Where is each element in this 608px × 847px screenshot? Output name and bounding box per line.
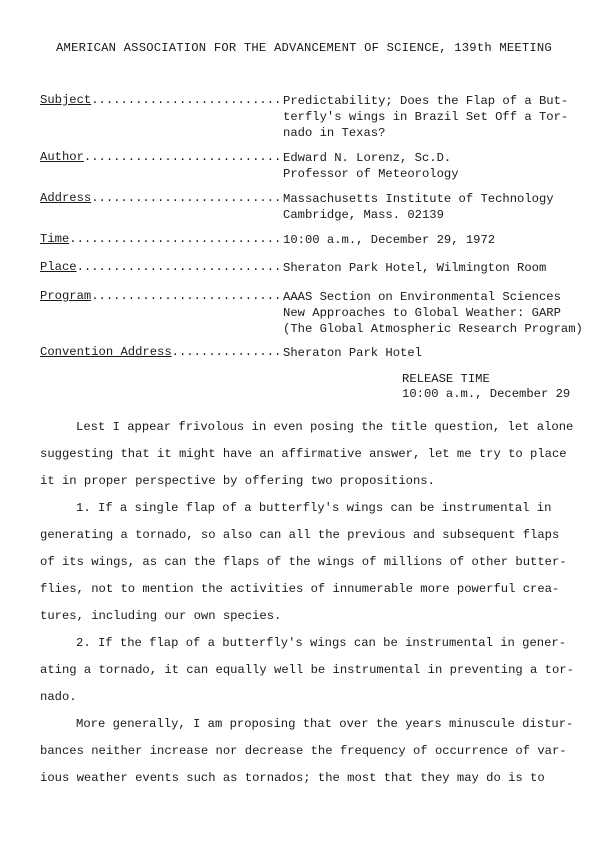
field-label: [40, 289, 284, 303]
field-value-line: Cambridge, Mass. 02139: [283, 208, 444, 222]
body-line: ating a tornado, it can equally well be instrumental in preventing a tor-: [40, 663, 574, 677]
field-label-text: Place: [40, 260, 77, 274]
field-leader-dots: ..........................: [91, 93, 282, 107]
field-label-text: Address: [40, 191, 92, 205]
field-label: [40, 93, 284, 107]
field-leader-dots: ...............: [171, 345, 282, 359]
field-leader-dots: ..........................: [91, 289, 282, 303]
body-text: [40, 414, 574, 792]
field-leader-dots: ............................: [76, 260, 282, 274]
release-time-label: RELEASE TIME: [402, 372, 490, 386]
field-value: [283, 289, 583, 337]
field-value-line: AAAS Section on Environmental Sciences: [283, 290, 561, 304]
field-label-text: Time: [40, 232, 70, 246]
field-value-line: nado in Texas?: [283, 126, 386, 140]
field-value-line: Edward N. Lorenz, Sc.D.: [283, 151, 452, 165]
release-time-value: 10:00 a.m., December 29: [402, 387, 571, 401]
body-line: suggesting that it might have an affirmative answer, let me try to place: [40, 447, 567, 461]
field-value-line: New Approaches to Global Weather: GARP: [283, 306, 561, 320]
field-value-line: terfly's wings in Brazil Set Off a Tor-: [283, 110, 569, 124]
field-label: [40, 260, 284, 274]
body-line: of its wings, as can the flaps of the wings of millions of other butter-: [40, 555, 567, 569]
body-line: generating a tornado, so also can all the previous and subsequent flaps: [40, 528, 560, 542]
field-value: [283, 345, 583, 361]
field-value: [283, 191, 583, 223]
field-value-line: Sheraton Park Hotel, Wilmington Room: [283, 261, 547, 275]
field-label: [40, 191, 284, 205]
field-value: [283, 150, 583, 182]
field-value-line: 10:00 a.m., December 29, 1972: [283, 233, 496, 247]
field-value-line: Predictability; Does the Flap of a But-: [283, 94, 569, 108]
field-label: [40, 345, 284, 359]
field-value: [283, 260, 583, 276]
field-leader-dots: ..........................: [91, 191, 282, 205]
body-line: flies, not to mention the activities of innumerable more powerful crea-: [40, 582, 560, 596]
field-value-line: Professor of Meteorology: [283, 167, 459, 181]
body-line: 1. If a single flap of a butterfly's wings can be instrumental in: [76, 501, 552, 515]
field-value: [283, 232, 583, 248]
body-line: More generally, I am proposing that over the years minuscule distur-: [76, 717, 574, 731]
body-line: bances neither increase nor decrease the frequency of occurrence of var-: [40, 744, 567, 758]
body-line: 2. If the flap of a butterfly's wings can be instrumental in gener-: [76, 636, 567, 650]
field-label-text: Author: [40, 150, 84, 164]
field-value-line: Sheraton Park Hotel: [283, 346, 422, 360]
field-label-text: Subject: [40, 93, 92, 107]
body-line: tures, including our own species.: [40, 609, 282, 623]
field-value: [283, 93, 583, 141]
body-line: nado.: [40, 690, 77, 704]
release-time-block: [402, 372, 570, 402]
field-leader-dots: ...........................: [83, 150, 282, 164]
field-label: [40, 150, 284, 164]
field-label-text: Convention Address: [40, 345, 172, 359]
field-value-line: Massachusetts Institute of Technology: [283, 192, 554, 206]
body-line: it in proper perspective by offering two propositions.: [40, 474, 435, 488]
body-line: Lest I appear frivolous in even posing the title question, let alone: [76, 420, 574, 434]
meeting-header: AMERICAN ASSOCIATION FOR THE ADVANCEMENT OF SCIENCE, 139th MEETING: [56, 41, 552, 55]
body-line: ious weather events such as tornados; the most that they may do is to: [40, 771, 545, 785]
field-value-line: (The Global Atmospheric Research Program): [283, 322, 583, 336]
field-label-text: Program: [40, 289, 92, 303]
field-leader-dots: .............................: [69, 232, 282, 246]
field-label: [40, 232, 284, 246]
